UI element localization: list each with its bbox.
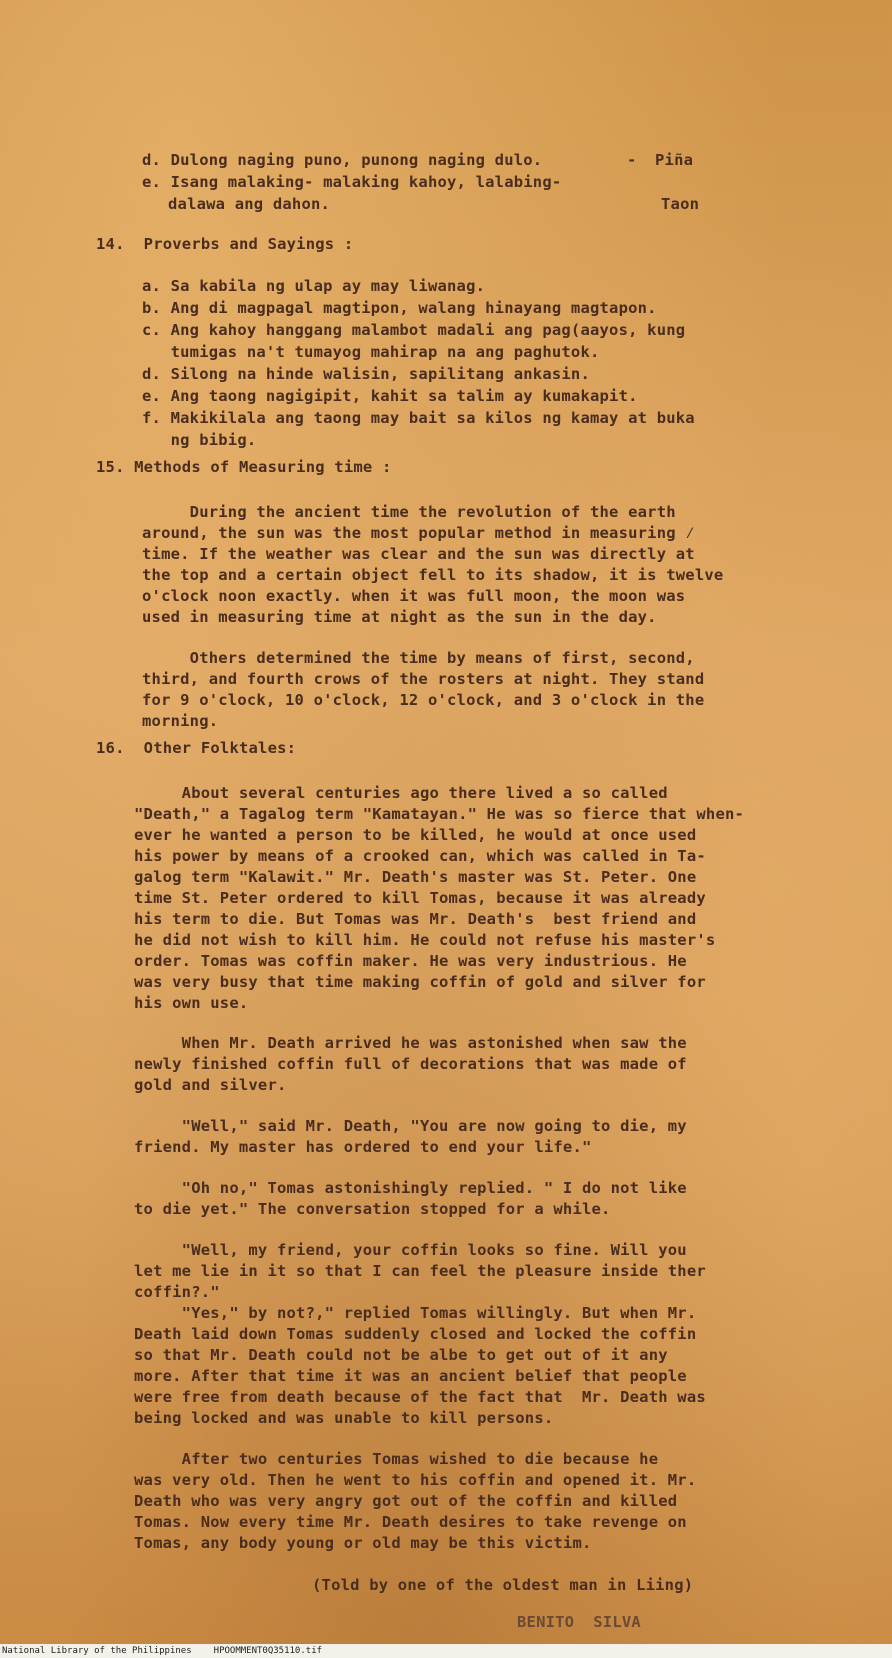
proverb-line: e. Ang taong nagigipit, kahit sa talim ay kumakapit. — [142, 387, 638, 405]
story-line: his power by means of a crooked can, which was called in Ta- — [134, 847, 706, 865]
proverb-line: d. Silong na hinde walisin, sapilitang ankasin. — [142, 365, 590, 383]
story-line: more. After that time it was an ancient belief that people — [134, 1367, 687, 1385]
scan-footer — [0, 1644, 892, 1658]
story-line: so that Mr. Death could not be albe to get out of it any — [134, 1346, 668, 1364]
story-line: time St. Peter ordered to kill Tomas, because it was already — [134, 889, 706, 907]
paragraph-line: around, the sun was the most popular method in measuring ⁄ — [142, 524, 695, 542]
story-line: being locked and was unable to kill persons. — [134, 1409, 554, 1427]
paragraph-line: o'clock noon exactly. when it was full moon, the moon was — [142, 587, 686, 605]
story-line: ever he wanted a person to be killed, he would at once used — [134, 826, 697, 844]
attribution: (Told by one of the oldest man in Liing) — [312, 1576, 694, 1594]
story-line: let me lie in it so that I can feel the pleasure inside ther — [134, 1262, 706, 1280]
paragraph-line: used in measuring time at night as the sun in the day. — [142, 608, 657, 626]
story-line: When Mr. Death arrived he was astonished when saw the — [134, 1034, 687, 1052]
story-line: galog term "Kalawit." Mr. Death's master was St. Peter. One — [134, 868, 697, 886]
story-line: coffin?." — [134, 1283, 220, 1301]
proverb-line: f. Makikilala ang taong may bait sa kilos ng kamay at buka — [142, 409, 695, 427]
paragraph-line: third, and fourth crows of the rosters at night. They stand — [142, 670, 705, 688]
story-line: "Well," said Mr. Death, "You are now going to die, my — [134, 1117, 687, 1135]
section-14-heading: 14. Proverbs and Sayings : — [96, 235, 354, 253]
paragraph-line: Others determined the time by means of first, second, — [142, 649, 695, 667]
paragraph-line: for 9 o'clock, 10 o'clock, 12 o'clock, and 3 o'clock in the — [142, 691, 705, 709]
riddle-d: d. Dulong naging puno, punong naging dulo. — [142, 151, 543, 169]
story-line: his own use. — [134, 994, 249, 1012]
paragraph-line: time. If the weather was clear and the sun was directly at — [142, 545, 695, 563]
author-name: BENITO SILVA — [517, 1613, 641, 1631]
story-line: his term to die. But Tomas was Mr. Death's best friend and — [134, 910, 697, 928]
proverb-line: a. Sa kabila ng ulap ay may liwanag. — [142, 277, 486, 295]
story-line: gold and silver. — [134, 1076, 287, 1094]
proverb-line: c. Ang kahoy hanggang malambot madali ang pag(aayos, kung — [142, 321, 686, 339]
proverb-line: ng bibig. — [142, 431, 257, 449]
footer-library: National Library of the Philippines — [2, 1646, 192, 1656]
story-line: Tomas. Now every time Mr. Death desires to take revenge on — [134, 1513, 687, 1531]
riddle-e-answer: Taon — [661, 195, 700, 213]
story-line: "Well, my friend, your coffin looks so fine. Will you — [134, 1241, 687, 1259]
story-line: were free from death because of the fact that Mr. Death was — [134, 1388, 706, 1406]
story-line: "Yes," by not?," replied Tomas willingly. But when Mr. — [134, 1304, 697, 1322]
paragraph-line: the top and a certain object fell to its shadow, it is twelve — [142, 566, 724, 584]
story-line: Death laid down Tomas suddenly closed and locked the coffin — [134, 1325, 697, 1343]
story-line: "Oh no," Tomas astonishingly replied. " I do not like — [134, 1179, 687, 1197]
story-line: he did not wish to kill him. He could not refuse his master's — [134, 931, 716, 949]
story-line: "Death," a Tagalog term "Kamatayan." He was so fierce that when- — [134, 805, 745, 823]
proverb-line: tumigas na't tumayog mahirap na ang paghutok. — [142, 343, 600, 361]
proverb-line: b. Ang di magpagal magtipon, walang hinayang magtapon. — [142, 299, 657, 317]
story-line: was very old. Then he went to his coffin and opened it. Mr. — [134, 1471, 697, 1489]
riddle-e-line1: e. Isang malaking- malaking kahoy, lalabing- — [142, 173, 562, 191]
story-line: to die yet." The conversation stopped for a while. — [134, 1200, 611, 1218]
story-line: Tomas, any body young or old may be this victim. — [134, 1534, 592, 1552]
section-15-heading: 15. Methods of Measuring time : — [96, 458, 392, 476]
footer-file: HPOOMMENT0Q35110.tif — [213, 1646, 323, 1656]
story-line: was very busy that time making coffin of gold and silver for — [134, 973, 706, 991]
paragraph-line: morning. — [142, 712, 219, 730]
story-line: About several centuries ago there lived a so called — [134, 784, 668, 802]
story-line: order. Tomas was coffin maker. He was very industrious. He — [134, 952, 687, 970]
paragraph-line: During the ancient time the revolution of the earth — [142, 503, 676, 521]
riddle-e-line2: dalawa ang dahon. — [168, 195, 331, 213]
section-16-heading: 16. Other Folktales: — [96, 739, 297, 757]
riddle-d-dash: - — [627, 151, 637, 169]
story-line: Death who was very angry got out of the coffin and killed — [134, 1492, 678, 1510]
story-line: newly finished coffin full of decorations that was made of — [134, 1055, 687, 1073]
riddle-d-answer: Piña — [655, 151, 694, 169]
story-line: After two centuries Tomas wished to die because he — [134, 1450, 659, 1468]
story-line: friend. My master has ordered to end your life." — [134, 1138, 592, 1156]
